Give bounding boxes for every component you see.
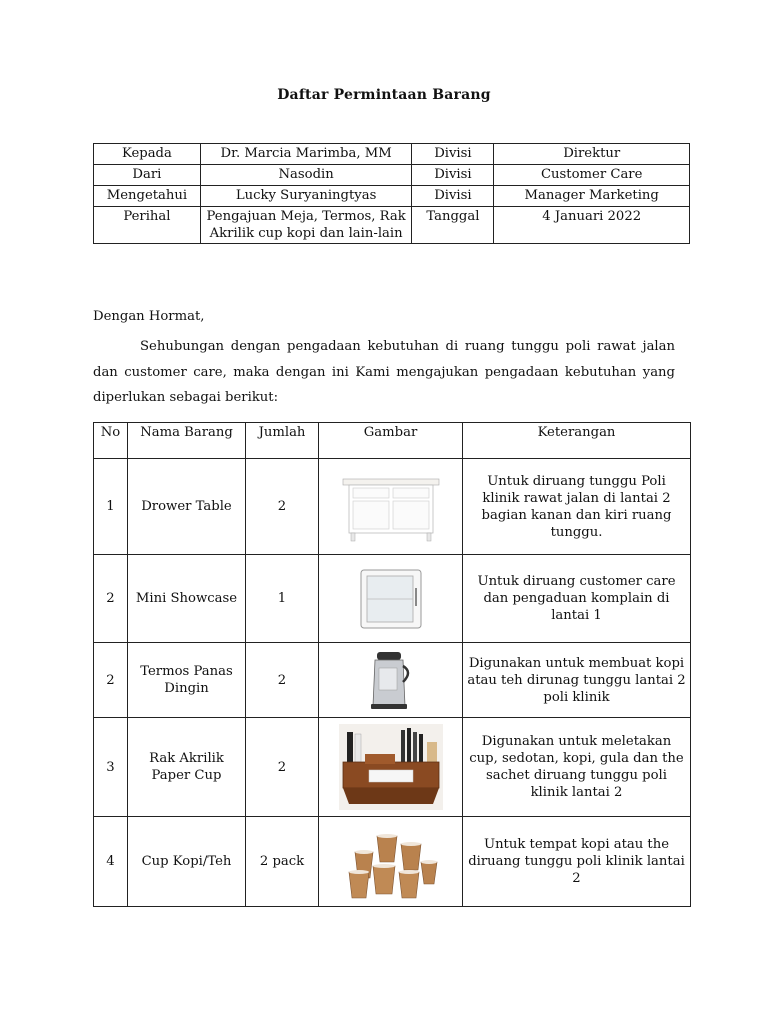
item-no: 1 xyxy=(94,459,128,555)
table-row xyxy=(94,718,691,817)
item-image-cell xyxy=(319,643,463,718)
header-label: Perihal xyxy=(94,207,201,244)
item-image-cell xyxy=(319,459,463,555)
header-label: Mengetahui xyxy=(94,186,201,207)
item-no: 2 xyxy=(94,555,128,643)
sideboard-image xyxy=(341,471,441,543)
header-label: Divisi xyxy=(412,186,494,207)
item-image-cell xyxy=(319,555,463,643)
item-name: Mini Showcase xyxy=(128,555,246,643)
header-value: Manager Marketing xyxy=(494,186,690,207)
header-value: 4 Januari 2022 xyxy=(494,207,690,244)
item-qty: 2 xyxy=(246,718,319,817)
table-row xyxy=(94,817,691,907)
header-label: Dari xyxy=(94,165,201,186)
header-label: Divisi xyxy=(412,165,494,186)
header-row-perihal xyxy=(94,207,690,244)
header-value: Direktur xyxy=(494,144,690,165)
greeting: Dengan Hormat, xyxy=(93,309,205,324)
items-table xyxy=(93,422,691,907)
header-value: Nasodin xyxy=(200,165,412,186)
header-table xyxy=(93,143,690,244)
col-header-gambar: Gambar xyxy=(319,423,463,459)
thermos-image xyxy=(361,648,421,712)
header-row-mengetahui xyxy=(94,186,690,207)
col-header-jumlah: Jumlah xyxy=(246,423,319,459)
col-header-nama: Nama Barang xyxy=(128,423,246,459)
item-image-cell xyxy=(319,817,463,907)
item-no: 4 xyxy=(94,817,128,907)
item-description: Digunakan untuk membuat kopi atau teh dirunag tunggu lantai 2 poli klinik xyxy=(463,643,691,718)
header-value: Customer Care xyxy=(494,165,690,186)
page-title: Daftar Permintaan Barang xyxy=(277,87,491,103)
mini-fridge-image xyxy=(351,564,431,634)
condiment-organizer-image xyxy=(339,724,443,810)
item-no: 3 xyxy=(94,718,128,817)
item-name: Rak Akrilik Paper Cup xyxy=(128,718,246,817)
header-value: Lucky Suryaningtyas xyxy=(200,186,412,207)
col-header-keterangan: Keterangan xyxy=(463,423,691,459)
item-description: Untuk diruang tunggu Poli klinik rawat jalan di lantai 2 bagian kanan dan kiri ruang tunggu. xyxy=(463,459,691,555)
item-description: Digunakan untuk meletakan cup, sedotan, kopi, gula dan the sachet diruang tunggu poli klinik lantai 2 xyxy=(463,718,691,817)
item-qty: 1 xyxy=(246,555,319,643)
header-row-kepada xyxy=(94,144,690,165)
table-row xyxy=(94,643,691,718)
item-name: Cup Kopi/Teh xyxy=(128,817,246,907)
header-label: Divisi xyxy=(412,144,494,165)
item-name: Termos Panas Dingin xyxy=(128,643,246,718)
table-row xyxy=(94,555,691,643)
header-label: Kepada xyxy=(94,144,201,165)
col-header-no: No xyxy=(94,423,128,459)
item-image-cell xyxy=(319,718,463,817)
item-qty: 2 xyxy=(246,459,319,555)
item-no: 2 xyxy=(94,643,128,718)
paper-cups-image xyxy=(343,822,439,902)
header-value: Dr. Marcia Marimba, MM xyxy=(200,144,412,165)
item-name: Drower Table xyxy=(128,459,246,555)
item-description: Untuk tempat kopi atau the diruang tunggu poli klinik lantai 2 xyxy=(463,817,691,907)
header-label: Tanggal xyxy=(412,207,494,244)
item-qty: 2 xyxy=(246,643,319,718)
table-row xyxy=(94,459,691,555)
body-paragraph: Sehubungan dengan pengadaan kebutuhan di ruang tunggu poli rawat jalan dan customer care, maka dengan ini Kami mengajukan pengadaan kebutuhan yang diperlukan sebagai berikut: xyxy=(93,339,675,405)
items-header-row xyxy=(94,423,691,459)
header-row-dari xyxy=(94,165,690,186)
item-qty: 2 pack xyxy=(246,817,319,907)
header-value: Pengajuan Meja, Termos, Rak Akrilik cup kopi dan lain-lain xyxy=(200,207,412,244)
item-description: Untuk diruang customer care dan pengaduan komplain di lantai 1 xyxy=(463,555,691,643)
